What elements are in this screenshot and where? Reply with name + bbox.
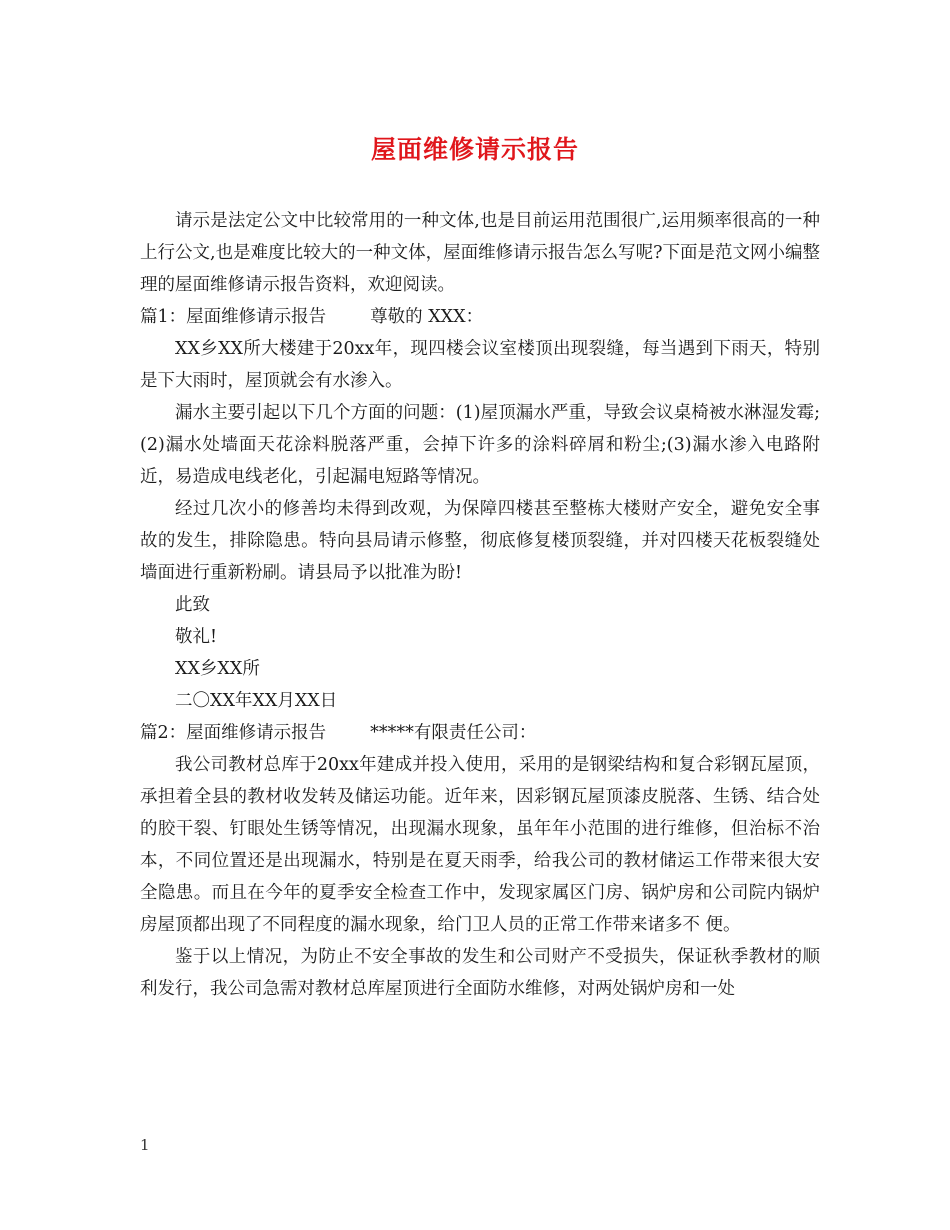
section2-paragraph-2: 鉴于以上情况，为防止不安全事故的发生和公司财产不受损失，保证秋季教材的顺利发行，我公司急需对教材总库屋顶进行全面防水维修，对两处锅炉房和一处 xyxy=(140,947,820,999)
section1-paragraph-2: 漏水主要引起以下几个方面的问题：(1)屋顶漏水严重，导致会议桌椅被水淋湿发霉; (2)漏水处墙面天花涂料脱落严重，会掉下许多的涂料碎屑和粉尘;(3)漏水渗入电路附近，易造成电线老化，引起漏电短路等情况。 xyxy=(140,403,820,487)
page-number: 1 xyxy=(140,1136,150,1154)
section1-closing-1: 此致 xyxy=(175,595,210,615)
document-body xyxy=(140,205,820,1005)
section2-paragraph-1: 我公司教材总库于20xx年建成并投入使用，采用的是钢梁结构和复合彩钢瓦屋顶，承担着全县的教材收发转及储运功能。近年来，因彩钢瓦屋顶漆皮脱落、生锈、结合处的胶干裂、钉眼处生锈等情况，出现漏水现象，虽年年小范围的进行维修，但治标不治本，不同位置还是出现漏水，特别是在夏天雨季，给我公司的教材储运工作带来很大安全隐患。而且在今年的夏季安全检查工作中，发现家属区门房、锅炉房和公司院内锅炉房屋顶都出现了不同程度的漏水现象，给门卫人员的正常工作带来诸多不 便。 xyxy=(140,755,820,935)
section1-heading-line xyxy=(140,301,820,333)
section1-closing-2: 敬礼! xyxy=(175,627,218,647)
section1-signature: XX乡XX所 xyxy=(175,659,260,679)
section2-heading: 篇2：屋面维修请示报告 xyxy=(140,723,327,743)
section1-salutation: 尊敬的 XXX： xyxy=(370,307,484,327)
document-title: 屋面维修请示报告 xyxy=(370,135,579,164)
section1-heading: 篇1：屋面维修请示报告 xyxy=(140,307,327,327)
section1-paragraph-1: XX乡XX所大楼建于20xx年，现四楼会议室楼顶出现裂缝，每当遇到下雨天，特别是下大雨时，屋顶就会有水渗入。 xyxy=(140,339,820,391)
section2-heading-line xyxy=(140,717,820,749)
section1-paragraph-3: 经过几次小的修善均未得到改观，为保障四楼甚至整栋大楼财产安全，避免安全事故的发生，排除隐患。特向县局请示修整，彻底修复楼顶裂缝，并对四楼天花板裂缝处墙面进行重新粉刷。请县局予以批准为盼! xyxy=(140,499,820,583)
intro-paragraph: 请示是法定公文中比较常用的一种文体,也是目前运用范围很广,运用频率很高的一种上行公文,也是难度比较大的一种文体，屋面维修请示报告怎么写呢?下面是范文网小编整理的屋面维修请示报告资料，欢迎阅读。 xyxy=(140,211,820,295)
section2-salutation: *****有限责任公司： xyxy=(370,723,537,743)
section1-date: 二〇XX年XX月XX日 xyxy=(175,691,338,711)
